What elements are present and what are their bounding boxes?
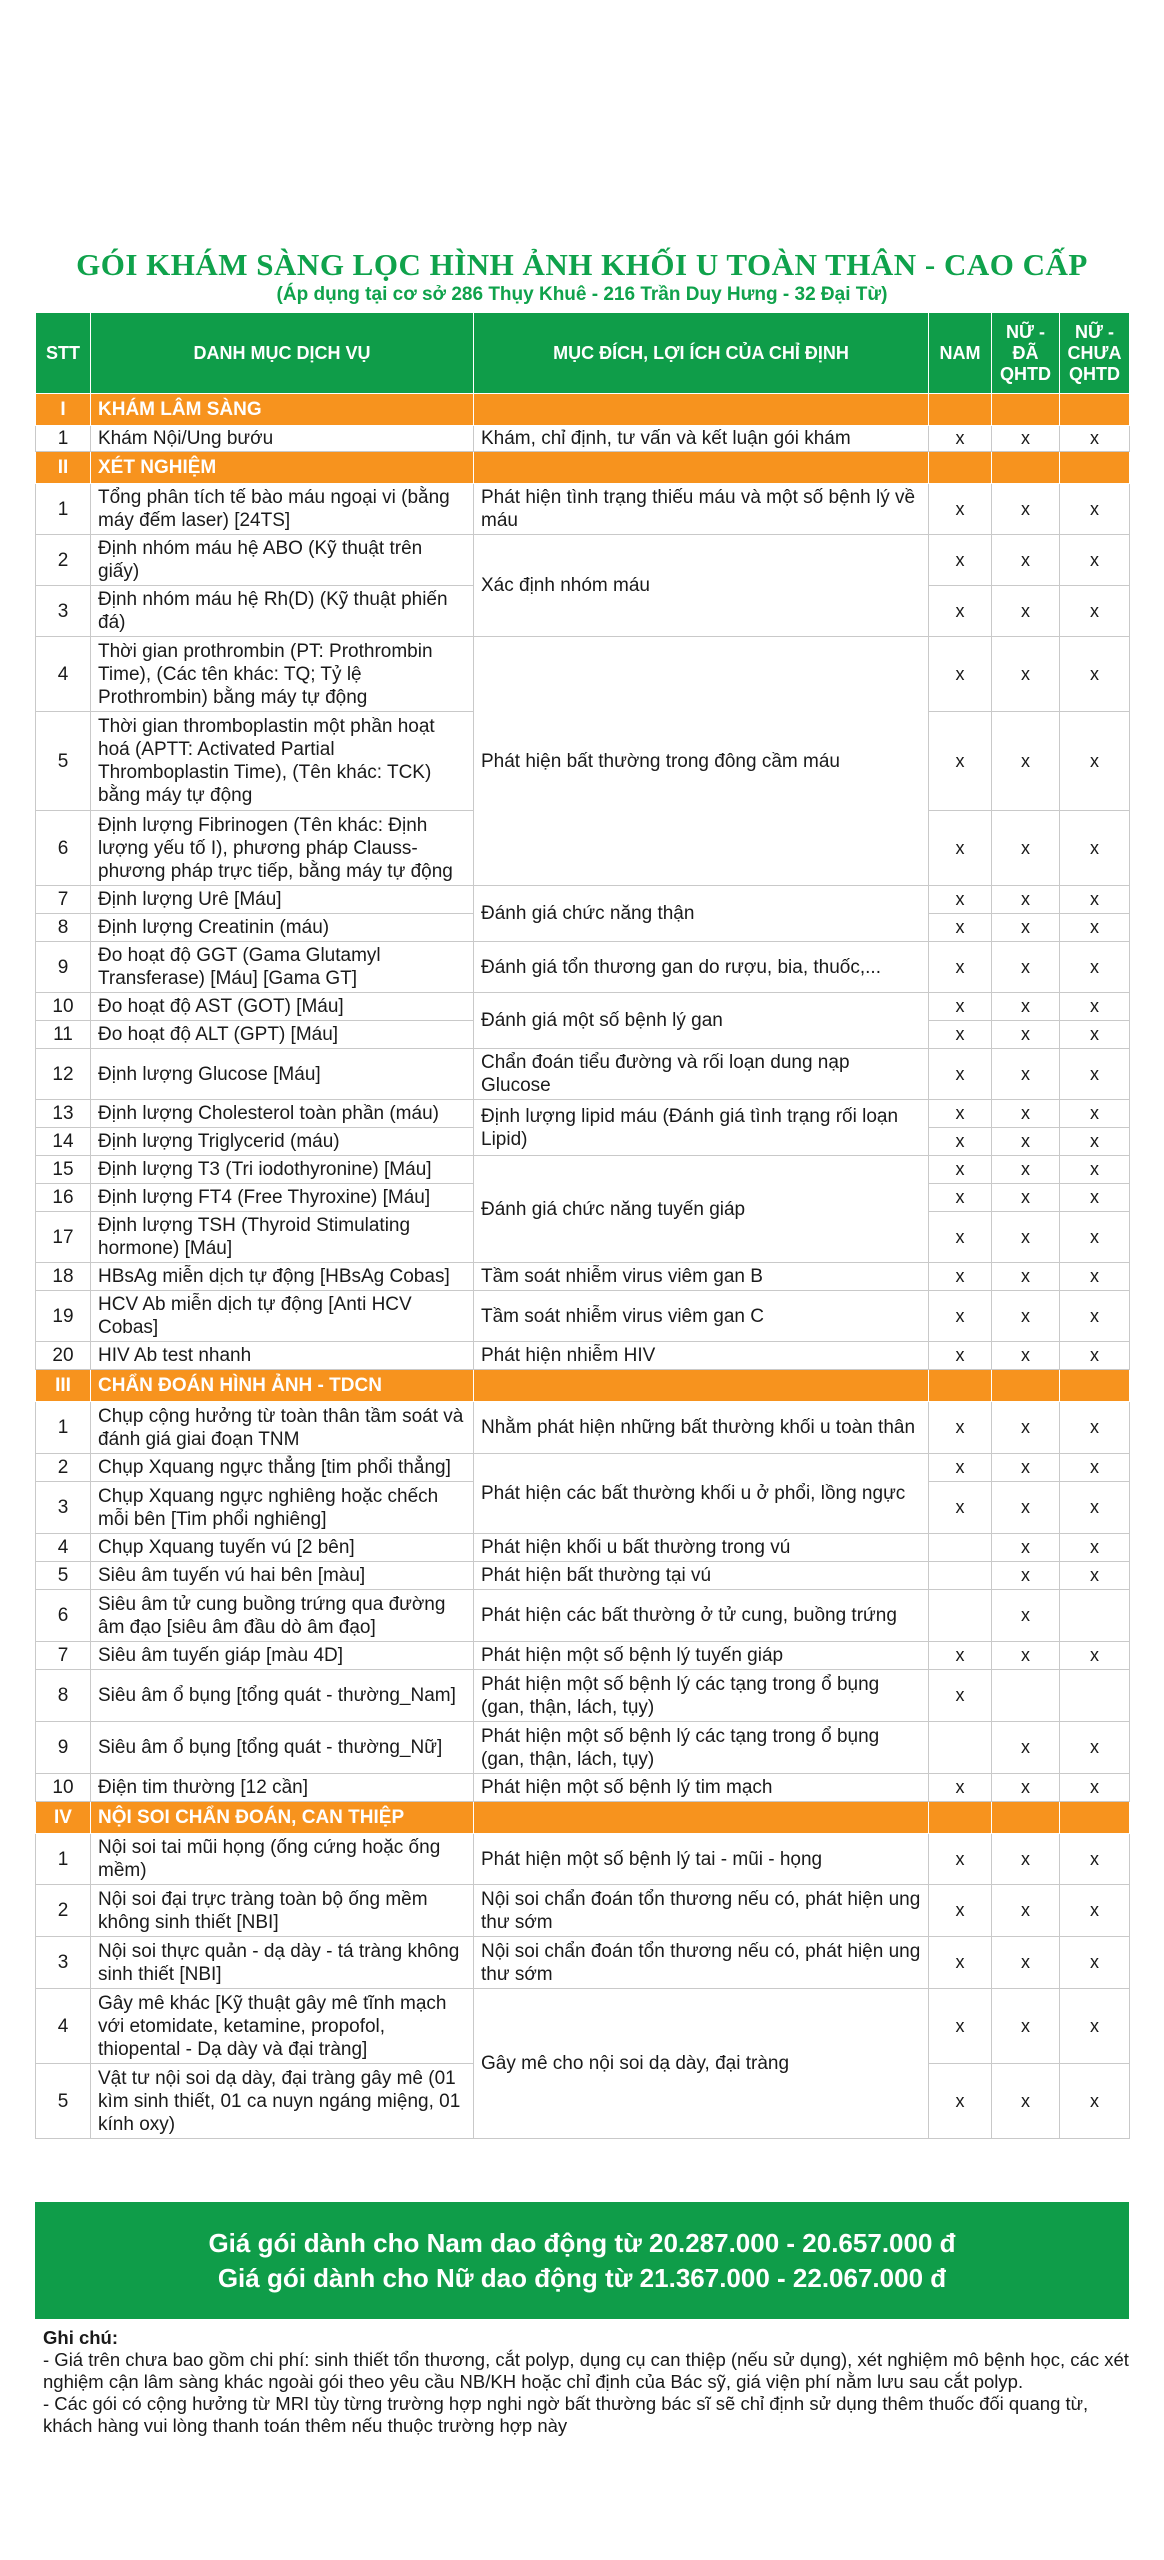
mark-female-not: x — [1060, 1885, 1130, 1937]
mark-male: x — [929, 1291, 992, 1342]
row-stt: 1 — [36, 426, 91, 452]
mark-female-not: x — [1060, 1212, 1130, 1263]
row-service: Điện tim thường [12 cần] — [91, 1774, 474, 1802]
mark-male: x — [929, 1100, 992, 1128]
mark-male: x — [929, 1184, 992, 1212]
row-stt: 2 — [36, 1454, 91, 1482]
page-title: GÓI KHÁM SÀNG LỌC HÌNH ẢNH KHỐI U TOÀN THÂN - CAO CẤP — [76, 247, 1088, 282]
mark-female-done: x — [992, 712, 1060, 811]
row-purpose: Phát hiện một số bệnh lý các tạng trong ổ bụng (gan, thận, lách, tụy) — [474, 1722, 929, 1774]
mark-female-done: x — [992, 1482, 1060, 1534]
mark-female-not: x — [1060, 1642, 1130, 1670]
row-service: Siêu âm tử cung buồng trứng qua đường âm đạo [siêu âm đầu dò âm đạo] — [91, 1590, 474, 1642]
row-service: Định lượng Glucose [Máu] — [91, 1049, 474, 1100]
mark-female-done: x — [992, 1049, 1060, 1100]
row-stt: 8 — [36, 914, 91, 942]
row-service: Tổng phân tích tế bào máu ngoại vi (bằng máy đếm laser) [24TS] — [91, 484, 474, 535]
table-row — [36, 1342, 1130, 1370]
row-service: Định lượng Cholesterol toàn phần (máu) — [91, 1100, 474, 1128]
table-row — [36, 1562, 1130, 1590]
row-service: Siêu âm ổ bụng [tổng quát - thường_Nam] — [91, 1670, 474, 1722]
mark-female-not: x — [1060, 1021, 1130, 1049]
mark-female-done: x — [992, 1562, 1060, 1590]
mark-male: x — [929, 1021, 992, 1049]
row-service: Thời gian thromboplastin một phần hoạt hoá (APTT: Activated Partial Thromboplastin Time), (Tên khác: TCK) bằng máy tự động — [91, 712, 474, 811]
row-stt: 18 — [36, 1263, 91, 1291]
mark-female-not: x — [1060, 1342, 1130, 1370]
table-row — [36, 1670, 1130, 1722]
section-row — [36, 1802, 1130, 1834]
mark-female-done: x — [992, 1342, 1060, 1370]
mark-female-not: x — [1060, 1534, 1130, 1562]
mark-male — [929, 1534, 992, 1562]
table-row — [36, 1590, 1130, 1642]
mark-female-done: x — [992, 1184, 1060, 1212]
row-stt: 5 — [36, 712, 91, 811]
price-banner — [35, 2202, 1129, 2319]
row-stt: 12 — [36, 1049, 91, 1100]
mark-female-done: x — [992, 1937, 1060, 1989]
table-row — [36, 942, 1130, 993]
row-stt: 19 — [36, 1291, 91, 1342]
row-stt: 11 — [36, 1021, 91, 1049]
mark-female-not: x — [1060, 535, 1130, 586]
row-stt: 10 — [36, 1774, 91, 1802]
section-name: XÉT NGHIỆM — [91, 452, 474, 484]
mark-male: x — [929, 1128, 992, 1156]
table-row — [36, 637, 1130, 712]
section-name: CHẨN ĐOÁN HÌNH ẢNH - TDCN — [91, 1370, 474, 1402]
table-row — [36, 1989, 1130, 2064]
mark-female-not: x — [1060, 484, 1130, 535]
mark-female-not: x — [1060, 586, 1130, 637]
row-service: Thời gian prothrombin (PT: Prothrombin Time), (Các tên khác: TQ; Tỷ lệ Prothrombin) bằng máy tự động — [91, 637, 474, 712]
row-service: Siêu âm tuyến giáp [màu 4D] — [91, 1642, 474, 1670]
row-purpose: Phát hiện nhiễm HIV — [474, 1342, 929, 1370]
header-female-not: NỮ - CHƯA QHTD — [1060, 313, 1130, 394]
row-purpose: Đánh giá tổn thương gan do rượu, bia, thuốc,... — [474, 942, 929, 993]
mark-male: x — [929, 1482, 992, 1534]
mark-female-not: x — [1060, 914, 1130, 942]
row-service: Nội soi đại trực tràng toàn bộ ống mềm không sinh thiết [NBI] — [91, 1885, 474, 1937]
row-service: Chụp Xquang ngực nghiêng hoặc chếch mỗi bên [Tim phổi nghiêng] — [91, 1482, 474, 1534]
table-row — [36, 993, 1130, 1021]
row-stt: 1 — [36, 1402, 91, 1454]
mark-female-done: x — [992, 1885, 1060, 1937]
row-stt: 10 — [36, 993, 91, 1021]
header-stt: STT — [36, 313, 91, 394]
table-row — [36, 1291, 1130, 1342]
mark-female-done: x — [992, 1834, 1060, 1885]
row-stt: 4 — [36, 1989, 91, 2064]
row-stt: 6 — [36, 811, 91, 886]
row-stt: 1 — [36, 1834, 91, 1885]
mark-male: x — [929, 1402, 992, 1454]
table-row — [36, 1263, 1130, 1291]
row-service: Định lượng Fibrinogen (Tên khác: Định lượng yếu tố I), phương pháp Clauss-phương pháp trực tiếp, bằng máy tự động — [91, 811, 474, 886]
mark-female-not: x — [1060, 426, 1130, 452]
row-purpose: Nhằm phát hiện những bất thường khối u toàn thân — [474, 1402, 929, 1454]
row-stt: 1 — [36, 484, 91, 535]
header-purpose: MỤC ĐÍCH, LỢI ÍCH CỦA CHỈ ĐỊNH — [474, 313, 929, 394]
price-female: Giá gói dành cho Nữ dao động từ 21.367.000 - 22.067.000 đ — [217, 2262, 947, 2293]
row-purpose: Đánh giá một số bệnh lý gan — [474, 993, 929, 1049]
mark-female-not: x — [1060, 1454, 1130, 1482]
note-item: - Các gói có cộng hưởng từ MRI tùy từng trường hợp nghi ngờ bất thường bác sĩ sẽ chỉ định sử dụng thêm thuốc đối quang từ, khách hàng vui lòng thanh toán thêm nếu thuộc trường hợp này — [43, 2393, 1089, 2436]
mark-male — [929, 1590, 992, 1642]
mark-female-done: x — [992, 637, 1060, 712]
mark-female-done: x — [992, 1642, 1060, 1670]
row-purpose: Chẩn đoán tiểu đường và rối loạn dung nạp Glucose — [474, 1049, 929, 1100]
row-purpose: Tầm soát nhiễm virus viêm gan B — [474, 1263, 929, 1291]
mark-male: x — [929, 586, 992, 637]
row-purpose: Khám, chỉ định, tư vấn và kết luận gói khám — [474, 426, 929, 452]
mark-female-not: x — [1060, 2064, 1130, 2139]
row-stt: 15 — [36, 1156, 91, 1184]
row-purpose: Phát hiện một số bệnh lý tuyến giáp — [474, 1642, 929, 1670]
row-service: HIV Ab test nhanh — [91, 1342, 474, 1370]
mark-male: x — [929, 993, 992, 1021]
table-row — [36, 1937, 1130, 1989]
mark-female-not: x — [1060, 637, 1130, 712]
row-stt: 3 — [36, 1482, 91, 1534]
row-service: Nội soi thực quản - dạ dày - tá tràng không sinh thiết [NBI] — [91, 1937, 474, 1989]
row-service: Định lượng TSH (Thyroid Stimulating hormone) [Máu] — [91, 1212, 474, 1263]
row-purpose: Tầm soát nhiễm virus viêm gan C — [474, 1291, 929, 1342]
table-row — [36, 1156, 1130, 1184]
row-purpose: Đánh giá chức năng tuyến giáp — [474, 1156, 929, 1263]
mark-male: x — [929, 1937, 992, 1989]
mark-female-not: x — [1060, 993, 1130, 1021]
row-stt: 17 — [36, 1212, 91, 1263]
row-stt: 14 — [36, 1128, 91, 1156]
row-service: Định lượng Creatinin (máu) — [91, 914, 474, 942]
mark-female-done: x — [992, 1212, 1060, 1263]
section-number: I — [36, 394, 91, 426]
mark-male: x — [929, 811, 992, 886]
notes-title: Ghi chú: — [43, 2327, 119, 2348]
header-service: DANH MỤC DỊCH VỤ — [91, 313, 474, 394]
mark-female-done: x — [992, 1128, 1060, 1156]
row-service: Siêu âm ổ bụng [tổng quát - thường_Nữ] — [91, 1722, 474, 1774]
mark-female-not: x — [1060, 1989, 1130, 2064]
mark-male: x — [929, 712, 992, 811]
row-purpose: Định lượng lipid máu (Đánh giá tình trạng rối loạn Lipid) — [474, 1100, 929, 1156]
row-purpose: Gây mê cho nội soi dạ dày, đại tràng — [474, 1989, 929, 2139]
mark-male: x — [929, 1642, 992, 1670]
mark-female-done: x — [992, 1402, 1060, 1454]
row-service: Đo hoạt độ GGT (Gama Glutamyl Transferase) [Máu] [Gama GT] — [91, 942, 474, 993]
mark-male: x — [929, 1774, 992, 1802]
table-row — [36, 1834, 1130, 1885]
row-purpose: Phát hiện các bất thường ở tử cung, buồng trứng — [474, 1590, 929, 1642]
row-service: Chụp Xquang tuyến vú [2 bên] — [91, 1534, 474, 1562]
mark-female-done: x — [992, 2064, 1060, 2139]
mark-female-done: x — [992, 1291, 1060, 1342]
table-row — [36, 1402, 1130, 1454]
mark-female-not: x — [1060, 1482, 1130, 1534]
mark-female-not: x — [1060, 1100, 1130, 1128]
table-row — [36, 535, 1130, 586]
section-number: II — [36, 452, 91, 484]
mark-male: x — [929, 1342, 992, 1370]
row-stt: 5 — [36, 1562, 91, 1590]
mark-female-not: x — [1060, 942, 1130, 993]
mark-female-done: x — [992, 886, 1060, 914]
mark-female-not: x — [1060, 811, 1130, 886]
row-service: Nội soi tai mũi họng (ống cứng hoặc ống mềm) — [91, 1834, 474, 1885]
mark-female-done: x — [992, 426, 1060, 452]
row-purpose: Phát hiện các bất thường khối u ở phổi, lồng ngực — [474, 1454, 929, 1534]
mark-male: x — [929, 1989, 992, 2064]
mark-male: x — [929, 484, 992, 535]
table-row — [36, 1534, 1130, 1562]
row-stt: 3 — [36, 586, 91, 637]
table-row — [36, 1049, 1130, 1100]
mark-female-not: x — [1060, 1263, 1130, 1291]
mark-male — [929, 1722, 992, 1774]
mark-female-not: x — [1060, 1402, 1130, 1454]
mark-female-done: x — [992, 1021, 1060, 1049]
table-row — [36, 1722, 1130, 1774]
row-service: Vật tư nội soi dạ dày, đại tràng gây mê (01 kìm sinh thiết, 01 ca nuyn ngáng miệng, 01 kính oxy) — [91, 2064, 474, 2139]
row-service: Định nhóm máu hệ ABO (Kỹ thuật trên giấy) — [91, 535, 474, 586]
table-row — [36, 1642, 1130, 1670]
row-service: Định lượng Urê [Máu] — [91, 886, 474, 914]
mark-male: x — [929, 1670, 992, 1722]
mark-female-done: x — [992, 1989, 1060, 2064]
mark-female-done: x — [992, 942, 1060, 993]
mark-female-done: x — [992, 811, 1060, 886]
mark-male: x — [929, 914, 992, 942]
row-stt: 16 — [36, 1184, 91, 1212]
mark-male: x — [929, 1454, 992, 1482]
row-stt: 4 — [36, 1534, 91, 1562]
row-purpose: Phát hiện một số bệnh lý các tạng trong ổ bụng (gan, thận, lách, tụy) — [474, 1670, 929, 1722]
mark-male: x — [929, 1156, 992, 1184]
row-stt: 2 — [36, 1885, 91, 1937]
section-name: NỘI SOI CHẨN ĐOÁN, CAN THIỆP — [91, 1802, 474, 1834]
mark-male: x — [929, 1263, 992, 1291]
mark-female-not: x — [1060, 1834, 1130, 1885]
note-item: - Giá trên chưa bao gồm chi phí: sinh thiết tổn thương, cắt polyp, dụng cụ can thiệp (nếu sử dụng), xét nghiệm mô bệnh học, các xét nghiệm cận lâm sàng khác ngoài gói theo yêu cầu NB/KH hoặc chỉ định của Bác sỹ, giá viện phí nằm lưu sau cắt polyp. — [43, 2349, 1129, 2392]
row-stt: 20 — [36, 1342, 91, 1370]
row-purpose: Phát hiện một số bệnh lý tai - mũi - họng — [474, 1834, 929, 1885]
mark-male: x — [929, 942, 992, 993]
row-stt: 4 — [36, 637, 91, 712]
mark-male: x — [929, 1049, 992, 1100]
section-row — [36, 1370, 1130, 1402]
mark-female-done: x — [992, 1156, 1060, 1184]
mark-female-not — [1060, 1670, 1130, 1722]
row-service: Gây mê khác [Kỹ thuật gây mê tĩnh mạch với etomidate, ketamine, propofol, thiopental - Dạ dày và đại tràng] — [91, 1989, 474, 2064]
table-row — [36, 1100, 1130, 1128]
mark-female-done — [992, 1670, 1060, 1722]
row-service: Định lượng FT4 (Free Thyroxine) [Máu] — [91, 1184, 474, 1212]
mark-male: x — [929, 535, 992, 586]
mark-female-not: x — [1060, 1291, 1130, 1342]
mark-male: x — [929, 2064, 992, 2139]
row-service: HCV Ab miễn dịch tự động [Anti HCV Cobas] — [91, 1291, 474, 1342]
row-service: HBsAg miễn dịch tự động [HBsAg Cobas] — [91, 1263, 474, 1291]
row-stt: 13 — [36, 1100, 91, 1128]
row-service: Chụp Xquang ngực thẳng [tim phổi thẳng] — [91, 1454, 474, 1482]
mark-female-done: x — [992, 993, 1060, 1021]
row-purpose: Đánh giá chức năng thận — [474, 886, 929, 942]
price-male: Giá gói dành cho Nam dao động từ 20.287.000 - 20.657.000 đ — [208, 2227, 956, 2258]
row-service: Định lượng T3 (Tri iodothyronine) [Máu] — [91, 1156, 474, 1184]
row-stt: 2 — [36, 535, 91, 586]
row-service: Đo hoạt độ ALT (GPT) [Máu] — [91, 1021, 474, 1049]
mark-male — [929, 1562, 992, 1590]
mark-female-done: x — [992, 1590, 1060, 1642]
section-row — [36, 452, 1130, 484]
notes — [43, 2327, 1133, 2437]
mark-female-not: x — [1060, 1156, 1130, 1184]
mark-female-not: x — [1060, 886, 1130, 914]
mark-female-done: x — [992, 535, 1060, 586]
row-stt: 7 — [36, 1642, 91, 1670]
table-row — [36, 1774, 1130, 1802]
mark-female-done: x — [992, 586, 1060, 637]
mark-male: x — [929, 637, 992, 712]
mark-male: x — [929, 1885, 992, 1937]
mark-female-done: x — [992, 1100, 1060, 1128]
mark-female-not: x — [1060, 1562, 1130, 1590]
mark-male: x — [929, 426, 992, 452]
table-row — [36, 1885, 1130, 1937]
mark-female-not: x — [1060, 1722, 1130, 1774]
mark-male: x — [929, 1212, 992, 1263]
row-purpose: Nội soi chẩn đoán tổn thương nếu có, phát hiện ung thư sớm — [474, 1885, 929, 1937]
mark-male: x — [929, 1834, 992, 1885]
row-purpose: Phát hiện bất thường tại vú — [474, 1562, 929, 1590]
section-row — [36, 394, 1130, 426]
service-table — [35, 312, 1130, 2139]
row-service: Định nhóm máu hệ Rh(D) (Kỹ thuật phiến đá) — [91, 586, 474, 637]
row-stt: 7 — [36, 886, 91, 914]
section-number: III — [36, 1370, 91, 1402]
row-purpose: Phát hiện một số bệnh lý tim mạch — [474, 1774, 929, 1802]
row-purpose: Phát hiện tình trạng thiếu máu và một số bệnh lý về máu — [474, 484, 929, 535]
section-number: IV — [36, 1802, 91, 1834]
row-stt: 9 — [36, 942, 91, 993]
table-row — [36, 1454, 1130, 1482]
mark-male: x — [929, 886, 992, 914]
mark-female-done: x — [992, 914, 1060, 942]
row-service: Siêu âm tuyến vú hai bên [màu] — [91, 1562, 474, 1590]
row-stt: 3 — [36, 1937, 91, 1989]
section-name: KHÁM LÂM SÀNG — [91, 394, 474, 426]
row-stt: 9 — [36, 1722, 91, 1774]
mark-female-done: x — [992, 1454, 1060, 1482]
mark-female-done: x — [992, 1263, 1060, 1291]
table-row — [36, 886, 1130, 914]
mark-female-not: x — [1060, 712, 1130, 811]
mark-female-not: x — [1060, 1128, 1130, 1156]
row-service: Khám Nội/Ung bướu — [91, 426, 474, 452]
mark-female-done: x — [992, 484, 1060, 535]
mark-female-not: x — [1060, 1049, 1130, 1100]
mark-female-done: x — [992, 1774, 1060, 1802]
row-stt: 5 — [36, 2064, 91, 2139]
table-row — [36, 484, 1130, 535]
row-stt: 8 — [36, 1670, 91, 1722]
row-purpose: Nội soi chẩn đoán tổn thương nếu có, phát hiện ung thư sớm — [474, 1937, 929, 1989]
row-service: Chụp cộng hưởng từ toàn thân tầm soát và đánh giá giai đoạn TNM — [91, 1402, 474, 1454]
row-service: Đo hoạt độ AST (GOT) [Máu] — [91, 993, 474, 1021]
table-header-row — [36, 313, 1130, 394]
table-row — [36, 426, 1130, 452]
row-purpose: Xác định nhóm máu — [474, 535, 929, 637]
row-service: Định lượng Triglycerid (máu) — [91, 1128, 474, 1156]
header-male: NAM — [929, 313, 992, 394]
mark-female-not: x — [1060, 1937, 1130, 1989]
header-female-done: NỮ - ĐÃ QHTD — [992, 313, 1060, 394]
mark-female-not: x — [1060, 1184, 1130, 1212]
mark-female-done: x — [992, 1722, 1060, 1774]
row-purpose: Phát hiện bất thường trong đông cầm máu — [474, 637, 929, 886]
row-purpose: Phát hiện khối u bất thường trong vú — [474, 1534, 929, 1562]
mark-female-done: x — [992, 1534, 1060, 1562]
mark-female-not: x — [1060, 1774, 1130, 1802]
mark-female-not — [1060, 1590, 1130, 1642]
page-subtitle: (Áp dụng tại cơ sở 286 Thụy Khuê - 216 Trần Duy Hưng - 32 Đại Từ) — [276, 284, 888, 305]
row-stt: 6 — [36, 1590, 91, 1642]
